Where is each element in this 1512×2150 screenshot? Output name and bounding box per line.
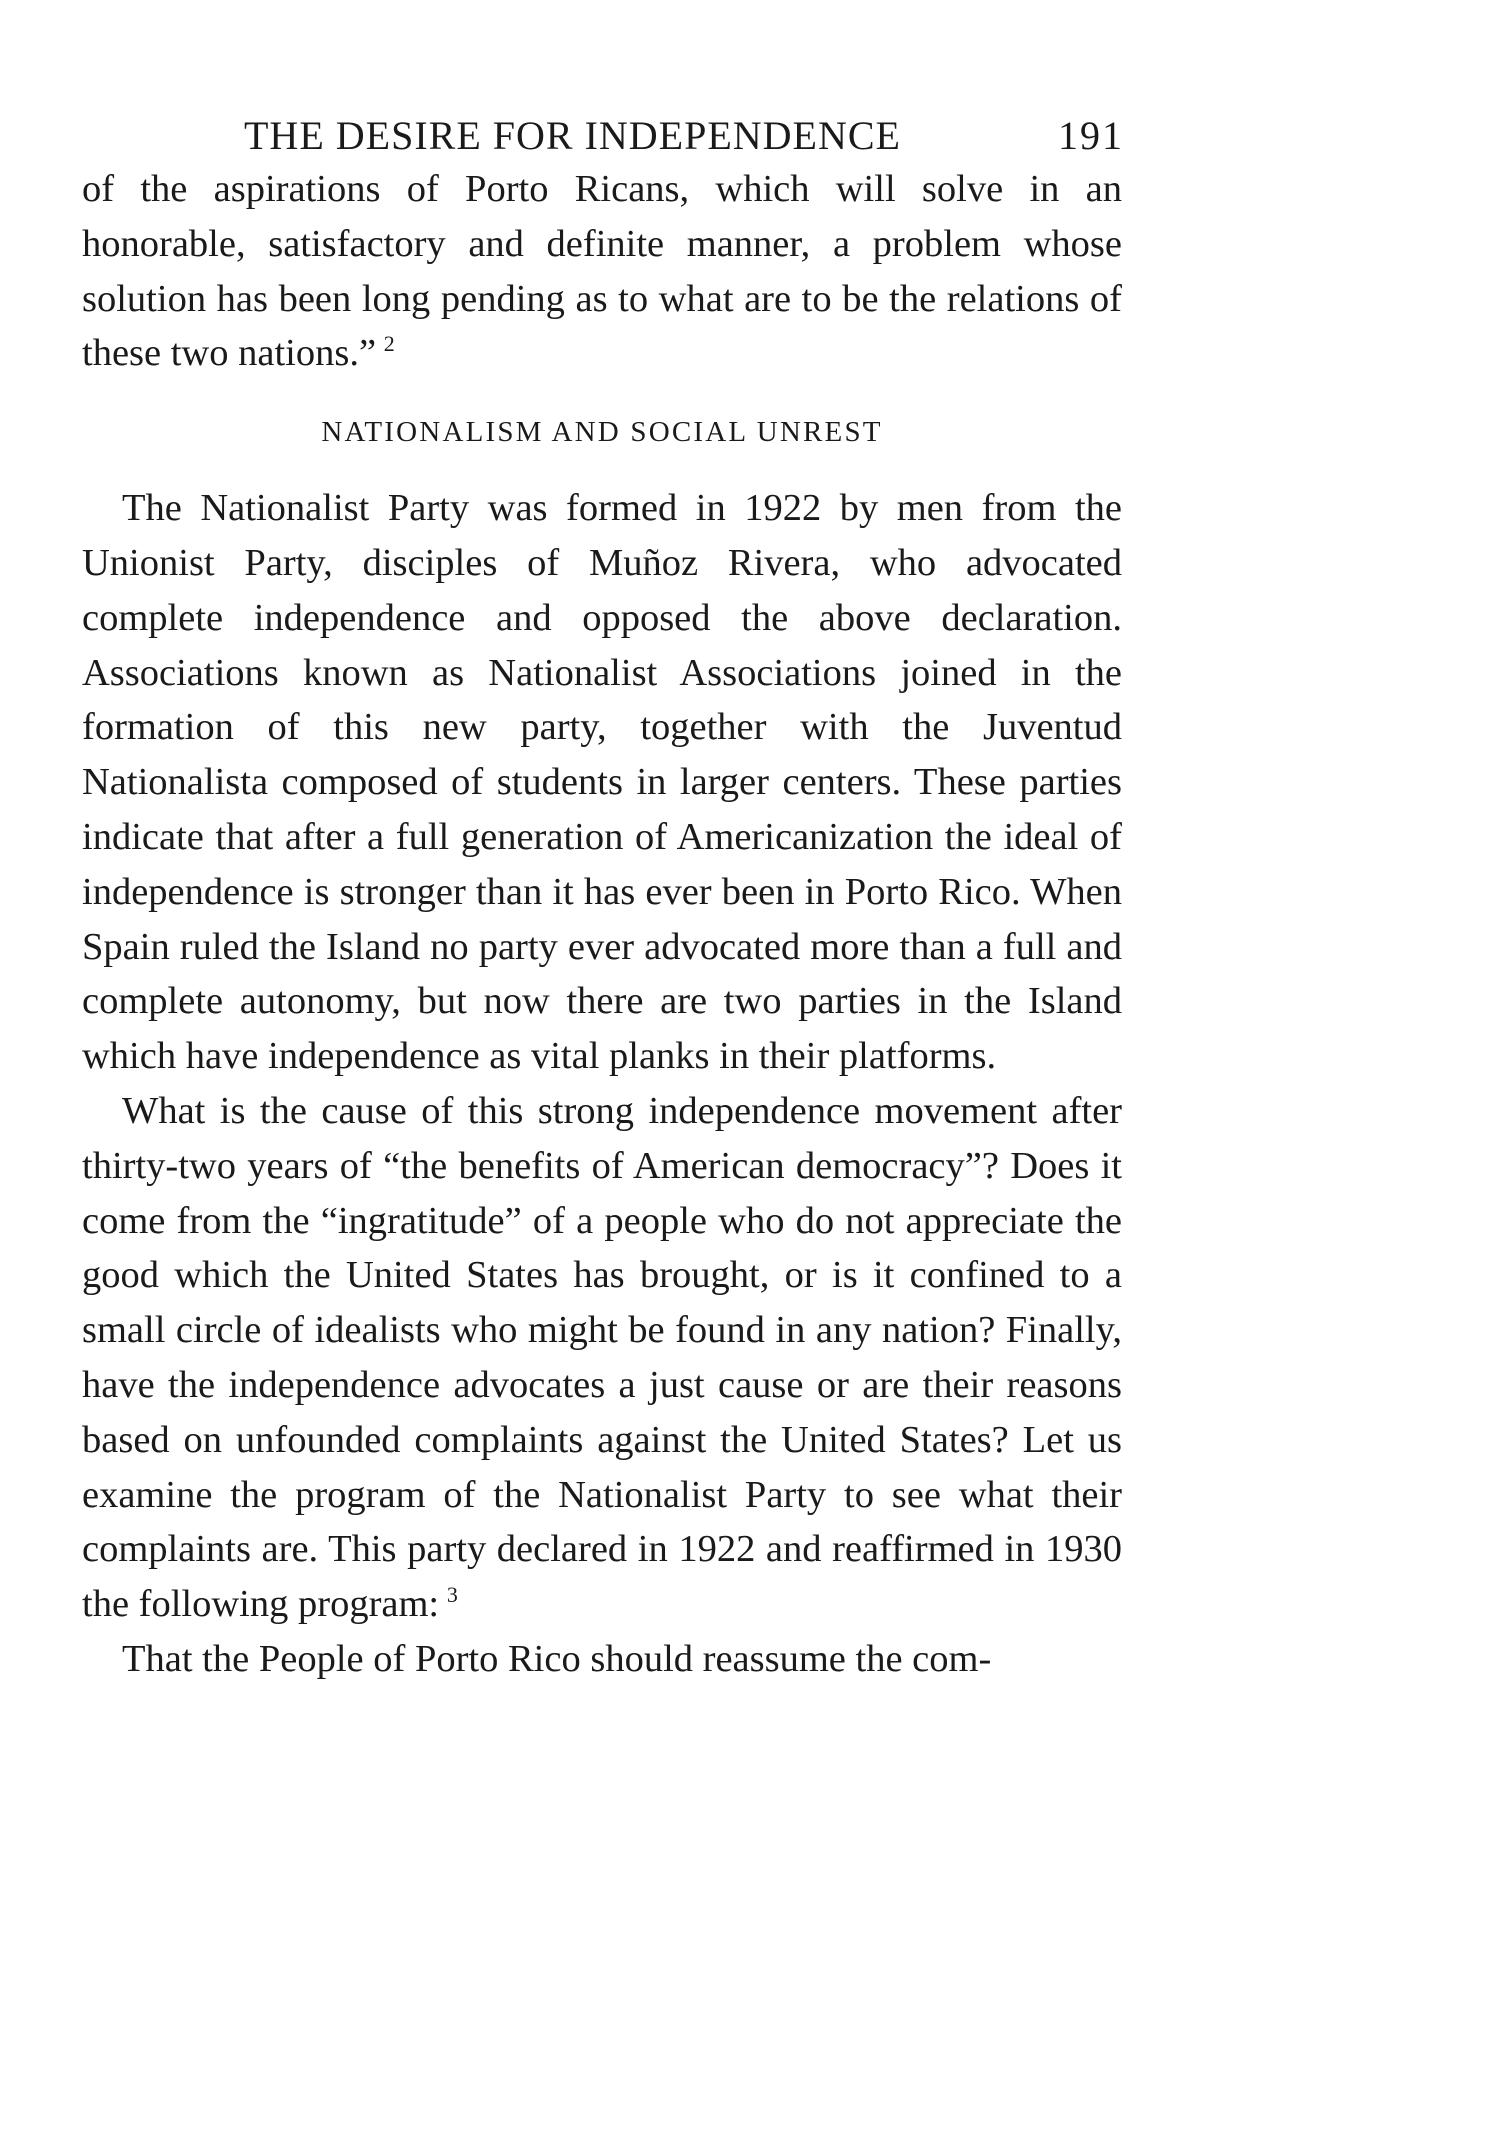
document-page [82, 110, 1122, 1687]
paragraph-independence-cause [82, 1084, 1122, 1632]
paragraph-nationalist-party: The Nationalist Party was formed in 1922 by men from the Unionist Party, disciples of Muñoz Rivera, who advocated complete independence and opposed the above declaration. Associations known as Nationalist Associations joined in the formation of this new party, together with the Juventud Nationalista composed of students in larger centers. These parties indicate that after a full generation of Americanization the ideal of independence is stronger than it has ever been in Porto Rico. When Spain ruled the Island no party ever advocated more than a full and complete autonomy, but now there are two parties in the Island which have independence as vital planks in their platforms. [82, 487, 1122, 1078]
opening-paragraph [82, 162, 1122, 381]
footnote-marker: 2 [383, 331, 395, 357]
body-text [82, 162, 1122, 1687]
paragraph-independence-cause-text: What is the cause of this strong independence movement after thirty-two years of “the benefits of American democracy”? Does it come from the “ingratitude” of a people who do not appreciate the good which the United States has brought, or is it confined to a small circle of idealists who might be found in any nation? Finally, have the independence advocates a just cause or are their reasons based on unfounded complaints against the United States? Let us examine the program of the Nationalist Party to see what their complaints are. This party declared in 1922 and reaffirmed in 1930 the following program: [82, 1089, 1122, 1626]
paragraph-program-start: That the People of Porto Rico should reassume the com- [122, 1637, 992, 1680]
page-number: 191 [1058, 113, 1124, 158]
running-head [82, 110, 1122, 162]
footnote-marker: 3 [446, 1582, 458, 1608]
section-heading: NATIONALISM AND SOCIAL UNREST [321, 416, 883, 449]
running-title: THE DESIRE FOR INDEPENDENCE [244, 113, 901, 158]
opening-paragraph-text: of the aspirations of Porto Ricans, which will solve in an honorable, satisfactory and definite manner, a problem whose solution has been long pending as to what are to be the relations of these two nations.” [82, 168, 1122, 375]
